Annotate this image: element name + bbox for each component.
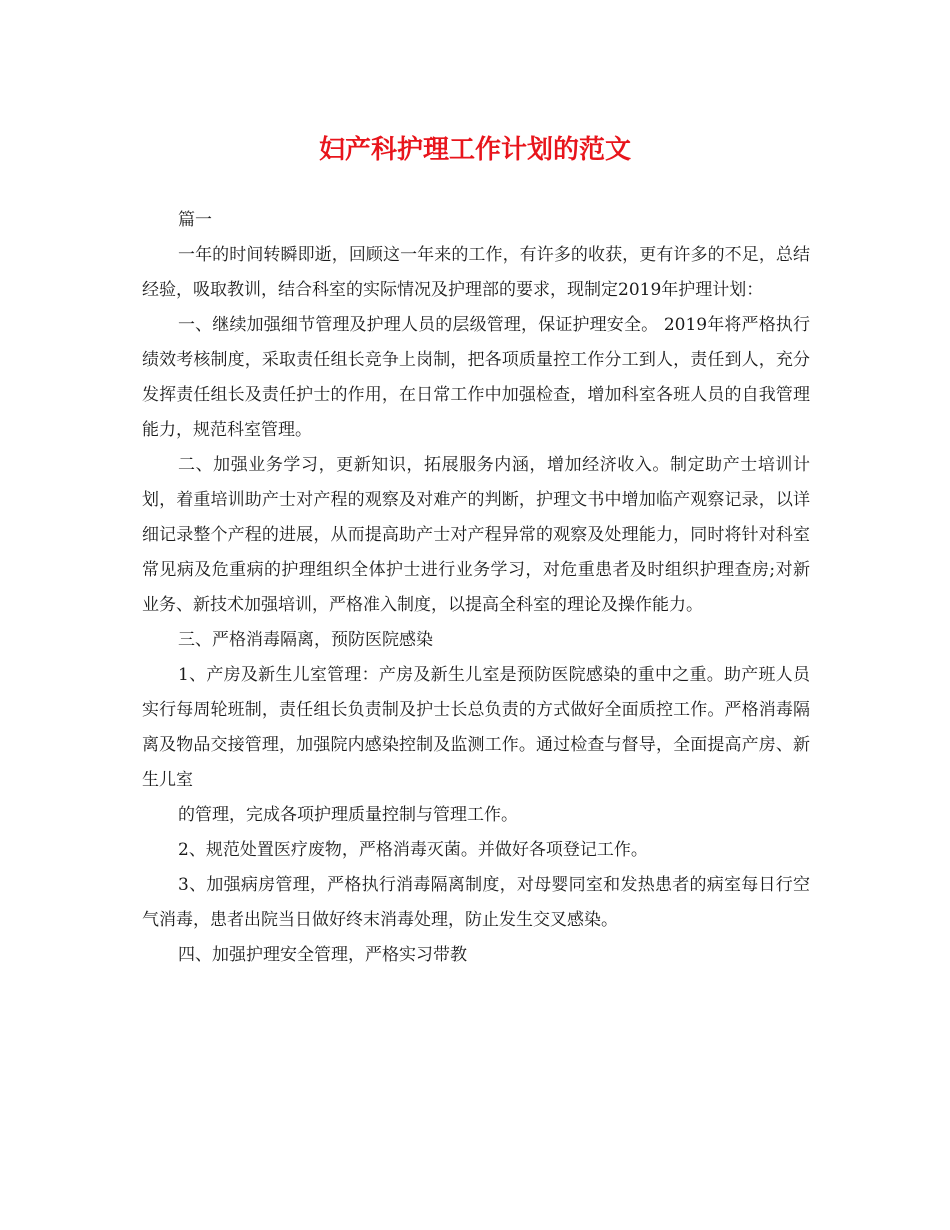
document-title: 妇产科护理工作计划的范文 — [318, 135, 631, 165]
paragraph-section-label: 篇一 — [178, 210, 212, 230]
paragraph-subitem-1-cont: 的管理，完成各项护理质量控制与管理工作。 — [178, 805, 518, 825]
paragraph-subitem-2: 2、规范处置医疗废物，严格消毒灭菌。并做好各项登记工作。 — [178, 840, 648, 860]
paragraph-intro: 一年的时间转瞬即逝，回顾这一年来的工作，有许多的收获，更有许多的不足，总结经验，吸取教训，结合科室的实际情况及护理部的要求，现制定2019年护理计划： — [142, 245, 810, 300]
paragraph-item-1: 一、继续加强细节管理及护理人员的层级管理，保证护理安全。 2019年将严格执行绩效考核制度，采取责任组长竞争上岗制，把各项质量控工作分工到人，责任到人，充分发挥责任组长及责任护士的作用，在日常工作中加强检查，增加科室各班人员的自我管理能力，规范科室管理。 — [142, 315, 810, 440]
document-body — [142, 203, 810, 973]
paragraph-item-4-heading: 四、加强护理安全管理，严格实习带教 — [178, 945, 467, 965]
paragraph-item-2: 二、加强业务学习，更新知识，拓展服务内涵，增加经济收入。制定助产士培训计划，着重培训助产士对产程的观察及对难产的判断，护理文书中增加临产观察记录，以详细记录整个产程的进展，从而提高助产士对产程异常的观察及处理能力，同时将针对科室常见病及危重病的护理组织全体护士进行业务学习，对危重患者及时组织护理查房;对新业务、新技术加强培训，严格准入制度，以提高全科室的理论及操作能力。 — [142, 455, 810, 615]
paragraph-subitem-1: 1、产房及新生儿室管理：产房及新生儿室是预防医院感染的重中之重。助产班人员实行每周轮班制，责任组长负责制及护士长总负责的方式做好全面质控工作。严格消毒隔离及物品交接管理，加强院内感染控制及监测工作。通过检查与督导，全面提高产房、新生儿室 — [142, 665, 810, 790]
paragraph-item-3-heading: 三、严格消毒隔离，预防医院感染 — [178, 630, 433, 650]
paragraph-subitem-3: 3、加强病房管理，严格执行消毒隔离制度，对母婴同室和发热患者的病室每日行空气消毒，患者出院当日做好终末消毒处理，防止发生交叉感染。 — [142, 875, 810, 930]
